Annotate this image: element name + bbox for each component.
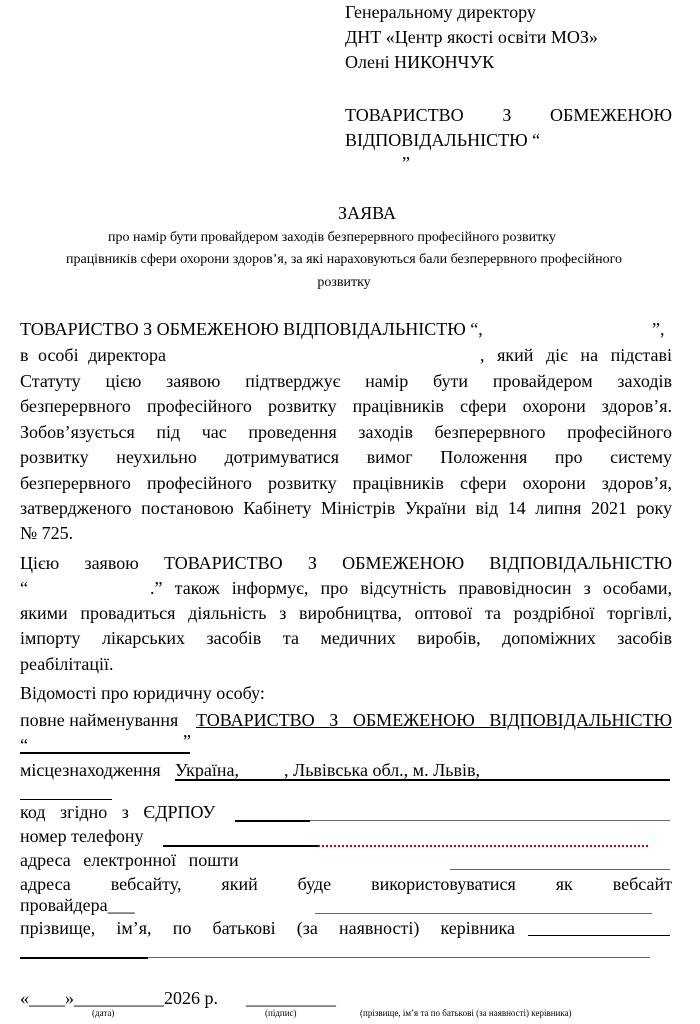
body-text: .” також інформує, про відсутність правовідносин з особами,: [150, 578, 672, 598]
body-text: № 725.: [20, 523, 74, 543]
addressee-line: Олені НИКОНЧУК: [345, 52, 495, 72]
addressee-line: ДНТ «Центр якості освіти МОЗ»: [345, 27, 598, 47]
body-text: якими провадиться діяльність з виробництва, оптової та роздрібної торгівлі,: [20, 603, 672, 623]
body-text: в особі директора: [20, 345, 167, 365]
phone-field[interactable]: [163, 845, 318, 847]
edrpou-label: код згідно з ЄДРПОУ: [20, 802, 216, 822]
signature-field[interactable]: __________: [246, 988, 336, 1008]
document-subtitle: працівників сфери охорони здоров’я, за які нараховуються бали безперервного професійного: [65, 252, 622, 267]
head-field[interactable]: [528, 935, 670, 936]
sender-line: ”: [402, 153, 410, 173]
head-field-2[interactable]: [20, 957, 148, 959]
location-underline[interactable]: [175, 779, 670, 781]
body-text: затвердженого постановою Кабінету Міністрів України від 14 липня 2021 року: [20, 498, 672, 518]
body-text: Цією заявою ТОВАРИСТВО З ОБМЕЖЕНОЮ ВІДПОВІДАЛЬНІСТЮ: [20, 553, 672, 573]
sender-line: ВІДПОВІДАЛЬНІСТЮ “: [345, 130, 541, 150]
location-field[interactable]: Україна, , Львівська обл., м. Львів,: [175, 760, 480, 780]
edrpou-field-ext[interactable]: [310, 820, 670, 821]
body-text: Статуту цією заявою підтверджує намір бути провайдером заходів: [20, 371, 672, 391]
body-text: безперервного професійного розвитку працівників сфери охорони здоров’я,: [20, 473, 672, 493]
addressee-line: Генеральному директору: [345, 2, 536, 22]
name-caption: (прізвище, ім’я та по батькові (за наявності) керівника): [360, 1008, 572, 1018]
body-text: “: [20, 578, 28, 598]
signature-caption: (підпис): [265, 1008, 297, 1018]
website-label: провайдера___: [20, 895, 135, 915]
form-heading: Відомості про юридичну особу:: [20, 683, 265, 703]
location-underline-2[interactable]: [20, 799, 112, 800]
email-label: адреса електронної пошти: [20, 850, 239, 870]
body-text: безперервного професійного розвитку працівників сфери охорони здоров’я.: [20, 396, 672, 416]
full-name-field[interactable]: ТОВАРИСТВО З ОБМЕЖЕНОЮ ВІДПОВІДАЛЬНІСТЮ: [196, 710, 672, 730]
body-text: , який діє на підставі: [480, 345, 672, 365]
date-caption: (дата): [92, 1008, 115, 1018]
document-subtitle: про намір бути провайдером заходів безперервного професійного розвитку: [108, 230, 556, 245]
body-text: розвитку неухильно дотримуватися вимог Положення про систему: [20, 447, 672, 467]
full-name-underline[interactable]: [20, 752, 190, 754]
document-subtitle: розвитку: [317, 275, 371, 290]
edrpou-field[interactable]: [235, 820, 310, 822]
quote-close: ”: [183, 731, 191, 751]
phone-field-spellcheck: [318, 845, 648, 847]
body-text: Зобов’язується під час проведення заходів безперервного професійного: [20, 422, 672, 442]
head-field-2-ext[interactable]: [148, 957, 650, 958]
body-text: реабілітації.: [20, 654, 114, 674]
head-label: прізвище, ім’я, по батькові (за наявності) керівника: [20, 918, 515, 938]
phone-label: номер телефону: [20, 826, 144, 846]
website-label: адреса вебсайту, який буде використовуватися як вебсайт: [20, 874, 672, 894]
full-name-label: повне найменування: [20, 710, 179, 730]
website-field[interactable]: [315, 913, 652, 914]
quote-open: “: [20, 735, 28, 755]
email-field[interactable]: [450, 869, 670, 870]
location-label: місцезнаходження: [20, 760, 161, 780]
date-field[interactable]: «____»__________2026 р.: [20, 988, 218, 1008]
document-title: ЗАЯВА: [338, 203, 396, 223]
body-text: імпорту лікарських засобів та медичних виробів, допоміжних засобів: [20, 628, 672, 648]
sender-line: ТОВАРИСТВО З ОБМЕЖЕНОЮ: [345, 105, 672, 125]
body-text: ТОВАРИСТВО З ОБМЕЖЕНОЮ ВІДПОВІДАЛЬНІСТЮ “,: [20, 319, 483, 339]
body-text: ”,: [652, 319, 665, 339]
